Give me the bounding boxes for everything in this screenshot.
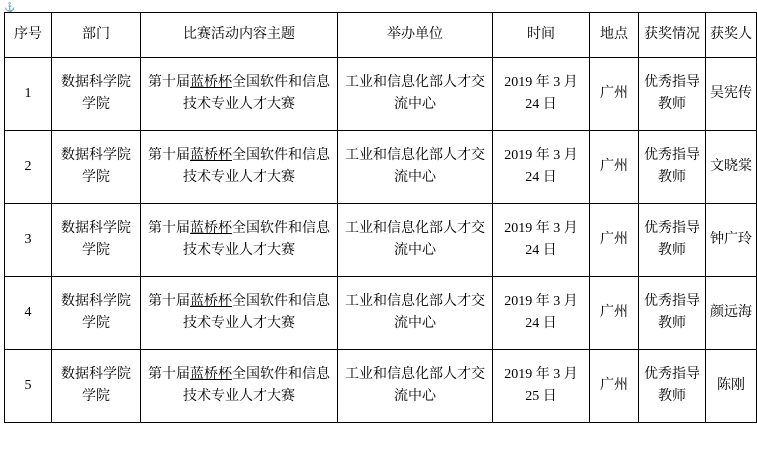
cell-person: 钟广玲	[706, 204, 757, 277]
cell-time: 2019 年 3 月 25 日	[493, 350, 590, 423]
topic-prefix: 第十届	[148, 75, 190, 91]
column-header-dept: 部门	[52, 13, 141, 58]
column-header-place: 地点	[590, 13, 639, 58]
cell-place: 广州	[590, 204, 639, 277]
cell-place: 广州	[590, 58, 639, 131]
cell-dept: 数据科学院学院	[52, 131, 141, 204]
cell-time: 2019 年 3 月 24 日	[493, 204, 590, 277]
award-table	[4, 12, 757, 423]
cell-dept: 数据科学院学院	[52, 58, 141, 131]
column-header-person: 获奖人	[706, 13, 757, 58]
topic-suffix: 全国软件和信息技术专业人才大赛	[183, 367, 330, 404]
table-row	[5, 277, 757, 350]
cell-award: 优秀指导教师	[639, 277, 706, 350]
cell-host: 工业和信息化部人才交流中心	[338, 350, 493, 423]
topic-suffix: 全国软件和信息技术专业人才大赛	[183, 75, 330, 112]
column-header-host: 举办单位	[338, 13, 493, 58]
cell-dept: 数据科学院学院	[52, 204, 141, 277]
cell-no: 3	[5, 204, 52, 277]
cell-award: 优秀指导教师	[639, 58, 706, 131]
cell-person: 颜远海	[706, 277, 757, 350]
cell-dept: 数据科学院学院	[52, 350, 141, 423]
table-body	[5, 58, 757, 423]
cell-place: 广州	[590, 131, 639, 204]
cell-no: 1	[5, 58, 52, 131]
table-header-row	[5, 13, 757, 58]
topic-suffix: 全国软件和信息技术专业人才大赛	[183, 294, 330, 331]
topic-highlight: 蓝桥杯	[190, 148, 232, 164]
cell-dept: 数据科学院学院	[52, 277, 141, 350]
topic-prefix: 第十届	[148, 367, 190, 383]
topic-prefix: 第十届	[148, 294, 190, 310]
topic-prefix: 第十届	[148, 148, 190, 164]
cell-topic	[141, 204, 338, 277]
cell-award: 优秀指导教师	[639, 131, 706, 204]
table-header	[5, 13, 757, 58]
table-row	[5, 58, 757, 131]
topic-highlight: 蓝桥杯	[190, 75, 232, 91]
cell-host: 工业和信息化部人才交流中心	[338, 58, 493, 131]
topic-prefix: 第十届	[148, 221, 190, 237]
column-header-time: 时间	[493, 13, 590, 58]
cell-place: 广州	[590, 350, 639, 423]
column-header-no: 序号	[5, 13, 52, 58]
cell-host: 工业和信息化部人才交流中心	[338, 277, 493, 350]
cell-topic	[141, 350, 338, 423]
topic-suffix: 全国软件和信息技术专业人才大赛	[183, 221, 330, 258]
cell-person: 文晓棠	[706, 131, 757, 204]
cell-host: 工业和信息化部人才交流中心	[338, 204, 493, 277]
cell-topic	[141, 58, 338, 131]
topic-suffix: 全国软件和信息技术专业人才大赛	[183, 148, 330, 185]
cell-time: 2019 年 3 月 24 日	[493, 131, 590, 204]
cell-person: 陈刚	[706, 350, 757, 423]
cell-time: 2019 年 3 月 24 日	[493, 58, 590, 131]
cell-award: 优秀指导教师	[639, 204, 706, 277]
table-row	[5, 131, 757, 204]
column-header-award: 获奖情况	[639, 13, 706, 58]
topic-highlight: 蓝桥杯	[190, 367, 232, 383]
topic-highlight: 蓝桥杯	[190, 294, 232, 310]
topic-highlight: 蓝桥杯	[190, 221, 232, 237]
cell-topic	[141, 131, 338, 204]
cell-topic	[141, 277, 338, 350]
cell-time: 2019 年 3 月 24 日	[493, 277, 590, 350]
cell-no: 5	[5, 350, 52, 423]
anchor-marker-icon: ⚓	[4, 2, 16, 12]
cell-host: 工业和信息化部人才交流中心	[338, 131, 493, 204]
cell-person: 吴宪传	[706, 58, 757, 131]
cell-no: 4	[5, 277, 52, 350]
column-header-topic: 比赛活动内容主题	[141, 13, 338, 58]
cell-no: 2	[5, 131, 52, 204]
cell-place: 广州	[590, 277, 639, 350]
table-row	[5, 204, 757, 277]
table-row	[5, 350, 757, 423]
cell-award: 优秀指导教师	[639, 350, 706, 423]
